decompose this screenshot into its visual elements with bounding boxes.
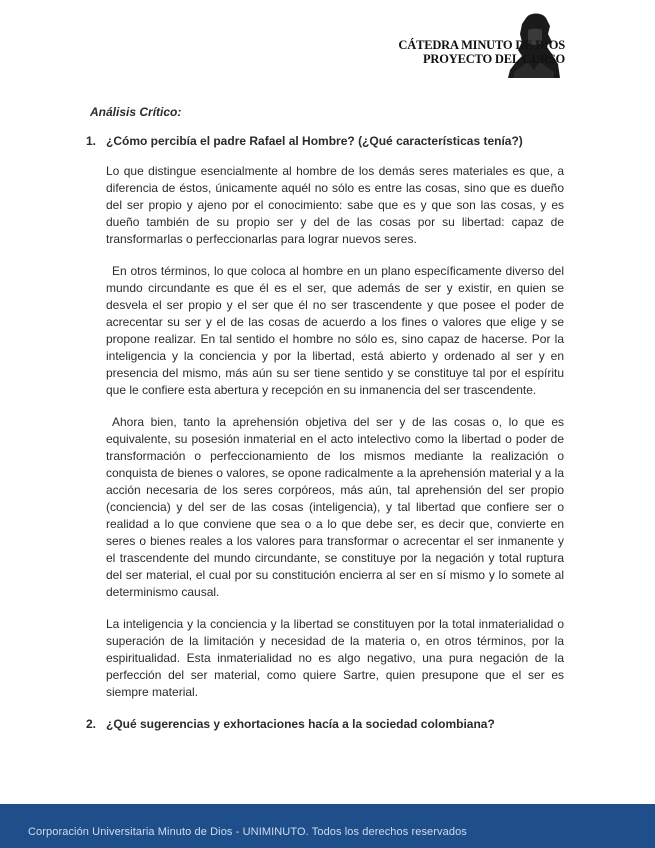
footer-copyright: Corporación Universitaria Minuto de Dios - UNIMINUTO. Todos los derechos reservados [28, 826, 467, 838]
document-body [86, 104, 564, 746]
header-project-title: PROYECTO DEL CURSO [422, 52, 565, 66]
answer-paragraph-2: En otros términos, lo que coloca al hombre en un plano específicamente diverso del mundo circundante es que él es el ser, que además de ser y existir, en quien se desvela el ser propio y el ser que él no ser trascendente y que posee el poder de acrecentar su ser y el de las cosas de acuerdo a los fines o valores que elige y se propone realizar. En tal sentido el hombre no sólo es, sino capaz de hacerse. Por la inteligencia y la conciencia y por la libertad, está abierto y ordenado al ser y en presencia del mismo, más aún su ser tiene sentido y se constituye tal por el espíritu que le confiere esta abertura y recepción en su inmanencia del ser trascendente. [106, 264, 564, 397]
answer-paragraph-3: Ahora bien, tanto la aprehensión objetiva del ser y de las cosas o, lo que es equivalente, su posesión inmaterial en el acto intelectivo como la libertad o poder de transformación o perfeccionamiento de los mismos mediante la realización o conquista de bienes o valores, se opone radicalmente a la aprehensión material y a la acción necesaria de los seres corpóreos, más aún, tal aprehensión del ser propio (conciencia) y del ser de las cosas (inteligencia), y tal libertad que confiere ser o realidad a lo que conviene que sea o a lo que debe ser, es decir que, convierte en seres o bienes reales a los valores para transformar o acrecentar el ser inmanente y el trascendente del mundo circundante, se constituye por la negación y total ruptura del ser material, el cual por su constitución encierra al ser en sí mismo y lo somete al determinismo causal. [106, 415, 564, 599]
question-number: 1. [86, 134, 97, 148]
section-title: Análisis Crítico: [90, 105, 182, 119]
answer-paragraph-4: La inteligencia y la conciencia y la libertad se constituyen por la total inmaterialidad o superación de la limitación y necesidad de la materia o, en otros términos, por la espiritualidad. Esta inmaterialidad no es algo negativo, una pura negación de la perfección del ser material, como quiere Sartre, quien presupone que el ser es siempre material. [106, 617, 564, 699]
question-text: ¿Cómo percibía el padre Rafael al Hombre? (¿Qué características tenía?) [106, 134, 523, 148]
question-text: ¿Qué sugerencias y exhortaciones hacía a la sociedad colombiana? [106, 717, 495, 731]
question-2 [86, 716, 564, 733]
document-header [398, 38, 565, 66]
question-number: 2. [86, 717, 97, 731]
page-footer [0, 804, 655, 848]
question-1 [86, 133, 564, 150]
header-course-title: CÁTEDRA MINUTO DE DIOS [398, 38, 565, 52]
answer-paragraph-1: Lo que distingue esencialmente al hombre de los demás seres materiales es que, a diferencia de éstos, únicamente aquél no sólo es entre las cosas, sino que es dueño del ser propio y ajeno por el conocimiento: sabe que es y que son las cosas, y es dueño también de su propio ser y del de las cosas por su libertad: capaz de transformarlas o perfeccionarlas para lograr nuevos seres. [106, 164, 564, 246]
